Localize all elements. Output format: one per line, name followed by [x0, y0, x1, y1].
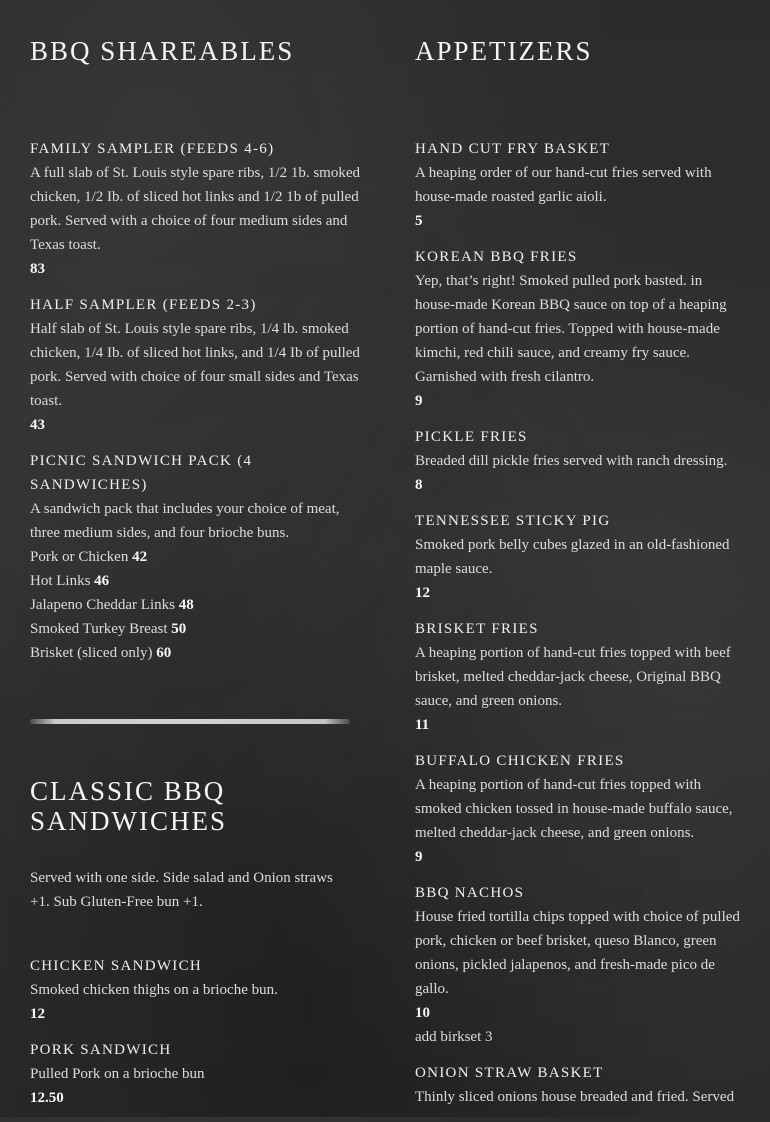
item-name: BBQ NACHOS — [415, 885, 525, 901]
menu-item-tennessee-sticky-pig — [415, 509, 745, 605]
sandwiches-list — [30, 954, 360, 1122]
item-description: Half slab of St. Louis style spare ribs, 1/4 lb. smoked chicken, 1/4 Ib. of sliced hot links, and 1/4 Ib of pulled pork. Served with choice of four small sides and Texas toast. — [30, 321, 360, 409]
option-label: Jalapeno Cheddar Links — [30, 597, 175, 613]
item-description: Breaded dill pickle fries served with ranch dressing. — [415, 453, 728, 469]
section-title-classic-bbq-sandwiches: CLASSIC BBQ SANDWICHES — [30, 776, 228, 836]
option-jalapeno-cheddar-links — [30, 593, 360, 617]
item-name: ONION STRAW BASKET — [415, 1065, 604, 1081]
item-price: 12 — [415, 585, 430, 601]
item-name: PICKLE FRIES — [415, 429, 528, 445]
item-name: HALF SAMPLER (FEEDS 2-3) — [30, 297, 257, 313]
item-price: 43 — [30, 417, 45, 433]
item-name: PORK SANDWICH — [30, 1042, 172, 1058]
menu-item-family-sampler — [30, 137, 360, 281]
menu-item-brisket-fries — [415, 617, 745, 737]
item-price: 83 — [30, 261, 45, 277]
menu-item-pickle-fries — [415, 425, 745, 497]
item-description: A heaping order of our hand-cut fries served with house-made roasted garlic aioli. — [415, 165, 712, 205]
item-price: 9 — [415, 393, 423, 409]
item-name: HAND CUT FRY BASKET — [415, 141, 611, 157]
item-description: A full slab of St. Louis style spare ribs, 1/2 1b. smoked chicken, 1/2 Ib. of sliced hot links and 1/2 1b of pulled pork. Served with a choice of four medium sides and Texas toast. — [30, 165, 360, 253]
option-price: 48 — [178, 597, 194, 613]
option-label: Brisket (sliced only) — [30, 645, 153, 661]
menu-item-picnic-sandwich-pack — [30, 449, 360, 665]
appetizers-list — [415, 137, 745, 1121]
item-description: Pulled Pork on a brioche bun — [30, 1066, 205, 1082]
item-price: 9 — [415, 849, 423, 865]
menu-item-hand-cut-fry-basket — [415, 137, 745, 233]
option-price: 46 — [94, 573, 110, 589]
menu-item-bbq-nachos — [415, 881, 745, 1049]
section-divider — [30, 719, 350, 724]
item-description: A heaping portion of hand-cut fries topped with beef brisket, melted cheddar-jack cheese, Original BBQ sauce, and green onions. — [415, 645, 731, 709]
option-hot-links — [30, 569, 360, 593]
item-description: Yep, that’s right! Smoked pulled pork basted. in house-made Korean BBQ sauce on top of a heaping portion of hand-cut fries. Topped with house-made kimchi, red chili sauce, and creamy fry sauce. Garnished with fresh cilantro. — [415, 273, 727, 385]
menu-item-half-sampler — [30, 293, 360, 437]
menu-item-korean-bbq-fries — [415, 245, 745, 413]
section-title-bbq-shareables: BBQ SHAREABLES — [30, 36, 295, 66]
section-note: Served with one side. Side salad and Onion straws +1. Sub Gluten-Free bun +1. — [30, 870, 333, 910]
shareables-list — [30, 137, 360, 677]
item-price: 10 — [415, 1005, 430, 1021]
item-description: House fried tortilla chips topped with choice of pulled pork, chicken or beef brisket, queso Blanco, green onions, pickled jalapenos, and fresh-made pico de gallo. — [415, 909, 740, 997]
item-price: 12.50 — [30, 1090, 64, 1106]
option-label: Pork or Chicken — [30, 549, 129, 565]
option-brisket — [30, 641, 360, 665]
option-smoked-turkey — [30, 617, 360, 641]
option-price: 60 — [156, 645, 172, 661]
menu-item-onion-straw-basket — [415, 1061, 745, 1109]
item-name: TENNESSEE STICKY PIG — [415, 513, 611, 529]
item-price: 12 — [30, 1006, 45, 1022]
option-pork-chicken — [30, 545, 360, 569]
menu-item-chicken-sandwich — [30, 954, 360, 1026]
option-label: Smoked Turkey Breast — [30, 621, 168, 637]
item-price: 8 — [415, 477, 423, 493]
item-price: 11 — [415, 717, 430, 733]
item-name: PICNIC SANDWICH PACK (4 SANDWICHES) — [30, 453, 253, 493]
item-description: A sandwich pack that includes your choice of meat, three medium sides, and four brioche buns. — [30, 501, 340, 541]
item-name: CHICKEN SANDWICH — [30, 958, 203, 974]
item-description: Thinly sliced onions house breaded and fried. Served — [415, 1089, 735, 1105]
option-price: 50 — [171, 621, 187, 637]
menu-item-buffalo-chicken-fries — [415, 749, 745, 869]
menu-item-pork-sandwich — [30, 1038, 360, 1110]
item-name: BUFFALO CHICKEN FRIES — [415, 753, 625, 769]
section-title-appetizers: APPETIZERS — [415, 36, 593, 66]
item-name: KOREAN BBQ FRIES — [415, 249, 578, 265]
option-label: Hot Links — [30, 573, 91, 589]
item-description: Smoked chicken thighs on a brioche bun. — [30, 982, 278, 998]
item-description: A heaping portion of hand-cut fries topped with smoked chicken tossed in house-made buffalo sauce, melted cheddar-jack cheese, and green onions. — [415, 777, 733, 841]
item-price: 5 — [415, 213, 423, 229]
item-addon: add birkset 3 — [415, 1029, 493, 1045]
option-price: 42 — [132, 549, 148, 565]
item-name: BRISKET FRIES — [415, 621, 539, 637]
item-name: FAMILY SAMPLER (FEEDS 4-6) — [30, 141, 275, 157]
item-description: Smoked pork belly cubes glazed in an old-fashioned maple sauce. — [415, 537, 730, 577]
